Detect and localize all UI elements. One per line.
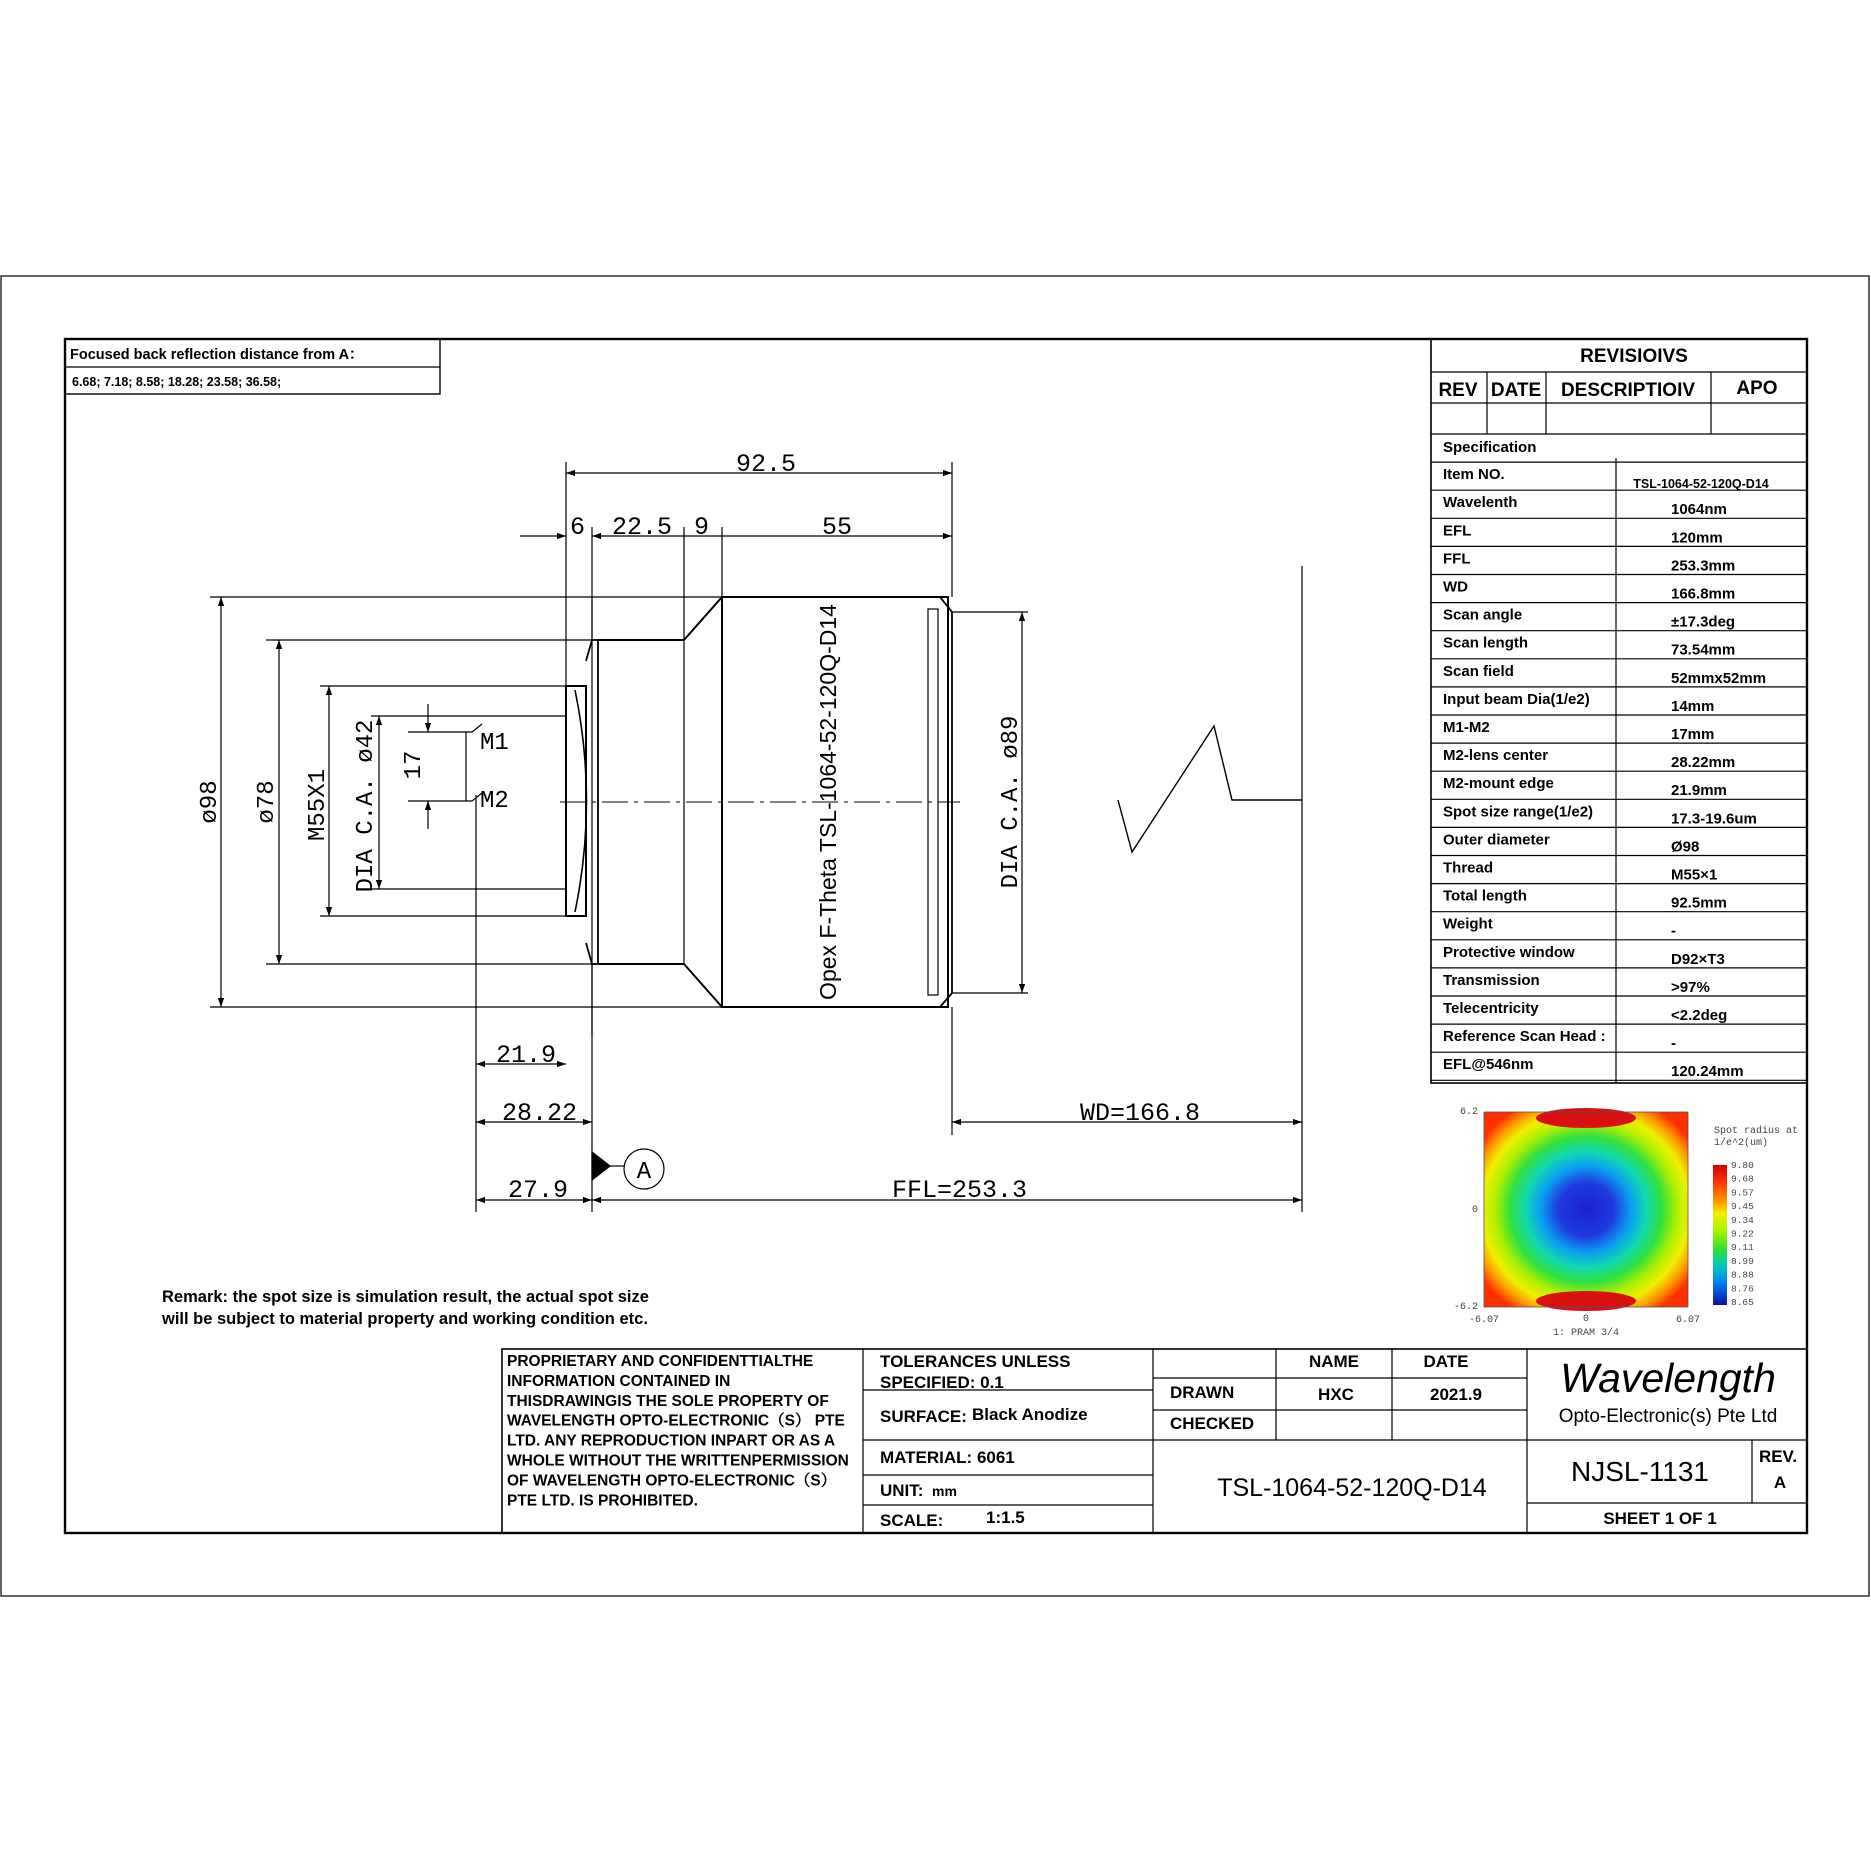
spec-value: 120mm [1671,529,1723,547]
unit-label: UNIT: [880,1481,924,1500]
remark-line-2: will be subject to material property and working condition etc. [162,1310,648,1328]
legend-label: 9.11 [1731,1242,1754,1254]
revisions-title: REVISIOIVS [1580,346,1688,367]
spec-label: WD [1443,578,1468,596]
proprietary-line: WHOLE WITHOUT THE WRITTENPERMISSION [507,1452,849,1470]
part-number: TSL-1064-52-120Q-D14 [1217,1474,1487,1502]
proprietary-line: WAVELENGTH OPTO-ELECTRONIC（S） PTE [507,1412,845,1430]
tolerances-line-2: SPECIFIED: 0.1 [880,1373,1004,1392]
spec-label: Protective window [1443,943,1575,961]
spec-label: EFL [1443,522,1472,540]
unit-value: mm [932,1483,957,1499]
spec-label: Thread [1443,859,1494,877]
dim-22-5: 22.5 [612,513,673,542]
focus-note-box [65,339,440,394]
drawn-date: 2021.9 [1430,1385,1482,1404]
spec-label: Total length [1443,887,1527,905]
spec-value: <2.2deg [1671,1007,1728,1024]
plot-caption: 1: PRAM 3/4 [1552,1328,1620,1339]
spec-label: Spot size range(1/e2) [1443,803,1594,821]
legend-label: 8.65 [1731,1297,1754,1308]
dim-17: 17 [401,750,428,780]
specification-table [1431,439,1807,1083]
spec-label: EFL@546nm [1443,1056,1534,1074]
material-label: MATERIAL: 6061 [880,1448,1015,1467]
lens-engraving: Opex F-Theta TSL-1064-52-120Q-D14 [815,604,841,1000]
legend-label: 8.99 [1731,1255,1754,1267]
dim-dia-ca-42: DIA C.A. ø42 [353,719,380,893]
date-header: DATE [1423,1352,1469,1371]
tolerances-line-1: TOLERANCES UNLESS [880,1352,1071,1371]
proprietary-line: PROPRIETARY AND CONFIDENTTIALTHE [507,1353,814,1370]
name-header: NAME [1308,1352,1360,1371]
datum-triangle [592,1152,610,1180]
spec-value: - [1671,922,1676,940]
dim-21-9: 21.9 [496,1041,557,1070]
spot-hot-top [1536,1108,1636,1128]
scale-value: 1:1.5 [986,1508,1025,1527]
legend-label: 9.80 [1731,1160,1754,1171]
spec-value: TSL-1064-52-120Q-D14 [1633,477,1769,492]
rev-header-apo: APO [1736,378,1778,399]
spec-value: 1064nm [1671,501,1727,519]
focus-note-values: 6.68; 7.18; 8.58; 18.28; 23.58; 36.58; [72,375,282,389]
dim-m55-thread: M55X1 [305,768,332,842]
spot-legend-bar [1713,1165,1727,1305]
dim-ffl: FFL=253.3 [892,1176,1028,1205]
dim-28-22: 28.22 [502,1099,578,1128]
legend-label: 9.57 [1731,1187,1754,1199]
spec-label: Scan length [1443,634,1529,652]
dim-dia-78: ø78 [254,780,281,824]
dimension-lines [221,473,1302,1200]
spot-size-plot [1454,1107,1798,1339]
proprietary-line: LTD. ANY REPRODUCTION INPART OR AS A [507,1432,836,1450]
spec-value: 28.22mm [1671,754,1736,772]
proprietary-line: OF WAVELENGTH OPTO-ELECTRONIC（S） [507,1472,837,1490]
spec-label: Input beam Dia(1/e2) [1443,690,1590,708]
dim-55: 55 [822,513,853,542]
spec-label: Item NO. [1443,466,1505,484]
proprietary-line: PTE LTD. IS PROHIBITED. [507,1492,698,1510]
spec-value: M55×1 [1671,866,1718,884]
dim-total-length: 92.5 [736,450,797,479]
spec-label: M1-M2 [1443,719,1490,736]
spec-value: Ø98 [1671,838,1700,856]
label-m1: M1 [480,730,509,757]
rev-label: REV. [1758,1447,1798,1466]
drawn-name: HXC [1318,1385,1354,1404]
sheet-number: SHEET 1 OF 1 [1603,1509,1717,1528]
dim-9: 9 [694,513,710,542]
scale-label: SCALE: [880,1511,944,1530]
spec-value: 73.54mm [1671,641,1736,659]
legend-label: 9.45 [1731,1201,1754,1213]
lens-curve [575,690,587,912]
plot-y-top: 6.2 [1459,1107,1478,1118]
spec-label: Reference Scan Head : [1443,1028,1606,1046]
spec-label: M2-mount edge [1443,775,1554,793]
rev-header-rev: REV [1438,380,1478,401]
spec-label: Scan angle [1443,606,1523,624]
focus-note-title: Focused back reflection distance from A： [70,347,364,363]
legend-label: 9.68 [1731,1173,1754,1185]
spec-label: Transmission [1443,971,1540,989]
proprietary-line: THISDRAWINGIS THE SOLE PROPERTY OF [507,1392,829,1410]
spec-label: M2-lens center [1443,747,1549,765]
spot-hot-bottom [1536,1291,1636,1311]
dim-wd: WD=166.8 [1080,1099,1201,1128]
plot-x-right: 6.07 [1675,1315,1701,1326]
spec-value: 52mmx52mm [1671,669,1767,687]
rev-header-date: DATE [1490,380,1542,401]
drawn-label: DRAWN [1170,1383,1235,1402]
spec-value: >97% [1671,978,1710,996]
legend-label: 8.76 [1731,1283,1754,1295]
spec-value: - [1671,1035,1676,1053]
spec-value: 17mm [1671,726,1715,743]
plot-y-mid: 0 [1471,1205,1478,1216]
checked-label: CHECKED [1170,1414,1255,1433]
datum-label: A [636,1159,652,1186]
legend-label: 8.88 [1731,1269,1754,1281]
label-m2: M2 [480,788,509,815]
plot-x-mid: 0 [1582,1314,1590,1325]
spec-value: 14mm [1671,697,1715,715]
spec-label: Scan field [1443,662,1514,680]
rev-value: A [1773,1473,1787,1492]
remark-line-1: Remark: the spot size is simulation result, the actual spot size [162,1288,649,1306]
proprietary-line: INFORMATION CONTAINED IN [507,1372,731,1390]
spec-label: Wavelenth [1443,494,1518,512]
surface-label: SURFACE: [880,1407,967,1426]
dim-dia-ca-89: DIA C.A. ø89 [998,715,1025,889]
legend-label: 9.22 [1731,1228,1754,1240]
spec-value: D92×T3 [1671,950,1725,968]
spec-value: ±17.3deg [1671,613,1736,631]
spec-label: Outer diameter [1443,831,1550,849]
spec-value: 17.3-19.6um [1671,810,1757,828]
proprietary-notice [507,1353,849,1509]
drawing-number: NJSL-1131 [1570,1456,1710,1487]
dim-dia-98: ø98 [197,780,224,824]
dim-27-9: 27.9 [508,1176,569,1205]
spec-value: 253.3mm [1671,557,1736,575]
spec-label: FFL [1443,550,1471,568]
plot-y-bottom: -6.2 [1453,1302,1478,1313]
surface-value: Black Anodize [972,1405,1088,1424]
company-subtitle: Opto-Electronic(s) Pte Ltd [1558,1406,1778,1427]
break-mark [1118,726,1302,852]
spec-value: 120.24mm [1671,1063,1744,1081]
rev-header-description: DESCRIPTIOIV [1560,380,1696,401]
spec-title: Specification [1443,439,1537,456]
plot-x-left: -6.07 [1468,1315,1500,1326]
legend-title-1: Spot radius at [1714,1126,1799,1137]
dim-6: 6 [570,513,586,542]
spot-heatmap [1484,1112,1688,1307]
company-logo-text: Wavelength [1560,1355,1776,1401]
legend-title-2: 1/e^2(um) [1714,1138,1769,1149]
spec-value: 92.5mm [1671,894,1727,912]
spec-value: 166.8mm [1671,585,1736,603]
spec-value: 21.9mm [1671,782,1727,800]
spec-label: Weight [1443,915,1493,933]
lens-flange [566,686,586,916]
spec-label: Telecentricity [1443,1000,1539,1017]
legend-label: 9.34 [1731,1214,1754,1226]
